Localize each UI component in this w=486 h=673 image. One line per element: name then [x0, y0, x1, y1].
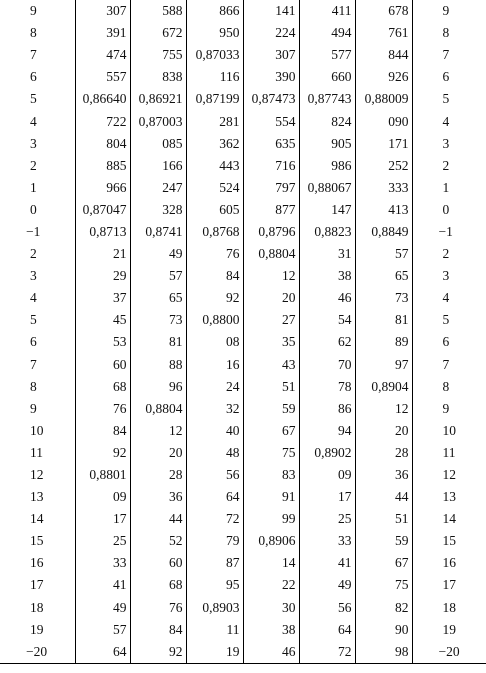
row-label-left: 3 — [0, 133, 75, 155]
row-label-right: −20 — [412, 641, 486, 664]
table-cell: 76 — [186, 243, 243, 265]
table-cell: 56 — [299, 597, 355, 619]
table-cell: 171 — [355, 133, 412, 155]
row-label-left: 2 — [0, 243, 75, 265]
table-cell: 65 — [355, 265, 412, 287]
row-label-right: 6 — [412, 331, 486, 353]
table-cell: 38 — [243, 619, 299, 641]
table-cell: 73 — [130, 309, 186, 331]
table-cell: 22 — [243, 574, 299, 596]
table-cell: 11 — [186, 619, 243, 641]
table-cell: 0,8796 — [243, 221, 299, 243]
table-row — [0, 22, 486, 44]
table-cell: 12 — [243, 265, 299, 287]
row-label-left: 9 — [0, 0, 75, 22]
table-cell: 46 — [299, 287, 355, 309]
table-row — [0, 110, 486, 132]
table-cell: 905 — [299, 133, 355, 155]
table-cell: 79 — [186, 530, 243, 552]
row-label-left: 0 — [0, 199, 75, 221]
table-row — [0, 420, 486, 442]
table-row — [0, 331, 486, 353]
table-cell: 53 — [75, 331, 130, 353]
table-cell: 49 — [299, 574, 355, 596]
row-label-right: 1 — [412, 177, 486, 199]
row-label-right: 2 — [412, 243, 486, 265]
table-cell: 51 — [243, 376, 299, 398]
table-cell: 0,8768 — [186, 221, 243, 243]
table-cell: 966 — [75, 177, 130, 199]
table-cell: 20 — [130, 442, 186, 464]
table-cell: 64 — [75, 641, 130, 664]
table-cell: 44 — [130, 508, 186, 530]
table-cell: 87 — [186, 552, 243, 574]
table-cell: 68 — [130, 574, 186, 596]
table-cell: 14 — [243, 552, 299, 574]
table-cell: 89 — [355, 331, 412, 353]
table-cell: 281 — [186, 110, 243, 132]
row-label-right: 13 — [412, 486, 486, 508]
table-cell: 605 — [186, 199, 243, 221]
table-cell: 38 — [299, 265, 355, 287]
table-cell: 25 — [75, 530, 130, 552]
table-cell: 16 — [186, 354, 243, 376]
table-cell: 090 — [355, 110, 412, 132]
row-label-right: 14 — [412, 508, 486, 530]
table-cell: 83 — [243, 464, 299, 486]
table-cell: 678 — [355, 0, 412, 22]
table-cell: 72 — [299, 641, 355, 664]
table-row — [0, 44, 486, 66]
row-label-left: 18 — [0, 597, 75, 619]
table-cell: 0,8713 — [75, 221, 130, 243]
table-row — [0, 199, 486, 221]
table-cell: 085 — [130, 133, 186, 155]
table-cell: 0,88067 — [299, 177, 355, 199]
table-cell: 147 — [299, 199, 355, 221]
row-label-left: 9 — [0, 398, 75, 420]
table-cell: 838 — [130, 66, 186, 88]
row-label-right: 2 — [412, 155, 486, 177]
table-cell: 877 — [243, 199, 299, 221]
row-label-right: 8 — [412, 22, 486, 44]
table-row — [0, 464, 486, 486]
table-cell: 86 — [299, 398, 355, 420]
table-cell: 98 — [355, 641, 412, 664]
row-label-left: 4 — [0, 287, 75, 309]
table-cell: 60 — [130, 552, 186, 574]
table-row — [0, 309, 486, 331]
table-row — [0, 398, 486, 420]
table-cell: 577 — [299, 44, 355, 66]
table-cell: 722 — [75, 110, 130, 132]
table-cell: 494 — [299, 22, 355, 44]
table-cell: 36 — [130, 486, 186, 508]
table-cell: 08 — [186, 331, 243, 353]
table-cell: 17 — [75, 508, 130, 530]
table-cell: 797 — [243, 177, 299, 199]
row-label-left: 7 — [0, 44, 75, 66]
table-cell: 474 — [75, 44, 130, 66]
table-cell: 0,8741 — [130, 221, 186, 243]
table-cell: 0,87473 — [243, 88, 299, 110]
row-label-right: −1 — [412, 221, 486, 243]
table-cell: 31 — [299, 243, 355, 265]
table-cell: 97 — [355, 354, 412, 376]
table-cell: 0,8903 — [186, 597, 243, 619]
table-cell: 660 — [299, 66, 355, 88]
row-label-left: 7 — [0, 354, 75, 376]
row-label-right: 11 — [412, 442, 486, 464]
table-cell: 78 — [299, 376, 355, 398]
table-cell: 885 — [75, 155, 130, 177]
table-cell: 413 — [355, 199, 412, 221]
table-cell: 91 — [243, 486, 299, 508]
table-cell: 761 — [355, 22, 412, 44]
table-row — [0, 287, 486, 309]
table-cell: 391 — [75, 22, 130, 44]
row-label-right: 6 — [412, 66, 486, 88]
table-cell: 333 — [355, 177, 412, 199]
row-label-left: 6 — [0, 331, 75, 353]
table-cell: 557 — [75, 66, 130, 88]
table-cell: 57 — [75, 619, 130, 641]
row-label-right: 5 — [412, 88, 486, 110]
table-cell: 390 — [243, 66, 299, 88]
table-row — [0, 177, 486, 199]
table-row — [0, 552, 486, 574]
table-cell: 0,87033 — [186, 44, 243, 66]
table-cell: 35 — [243, 331, 299, 353]
table-cell: 44 — [355, 486, 412, 508]
table-cell: 0,8823 — [299, 221, 355, 243]
table-cell: 75 — [355, 574, 412, 596]
table-cell: 92 — [186, 287, 243, 309]
row-label-left: 16 — [0, 552, 75, 574]
row-label-left: 15 — [0, 530, 75, 552]
table-cell: 0,8902 — [299, 442, 355, 464]
table-cell: 67 — [243, 420, 299, 442]
table-cell: 36 — [355, 464, 412, 486]
table-cell: 92 — [130, 641, 186, 664]
table-cell: 92 — [75, 442, 130, 464]
table-cell: 0,86921 — [130, 88, 186, 110]
table-cell: 73 — [355, 287, 412, 309]
table-row — [0, 442, 486, 464]
table-row — [0, 508, 486, 530]
table-cell: 33 — [75, 552, 130, 574]
table-row — [0, 265, 486, 287]
row-label-left: −20 — [0, 641, 75, 664]
table-cell: 49 — [75, 597, 130, 619]
table-cell: 62 — [299, 331, 355, 353]
table-cell: 51 — [355, 508, 412, 530]
row-label-right: 7 — [412, 44, 486, 66]
table-cell: 141 — [243, 0, 299, 22]
table-cell: 0,87743 — [299, 88, 355, 110]
table-cell: 443 — [186, 155, 243, 177]
table-cell: 12 — [355, 398, 412, 420]
table-cell: 19 — [186, 641, 243, 664]
table-cell: 0,8906 — [243, 530, 299, 552]
row-label-left: 2 — [0, 155, 75, 177]
table-cell: 29 — [75, 265, 130, 287]
table-cell: 0,87003 — [130, 110, 186, 132]
table-cell: 45 — [75, 309, 130, 331]
table-cell: 844 — [355, 44, 412, 66]
table-row — [0, 597, 486, 619]
table-cell: 81 — [355, 309, 412, 331]
table-cell: 33 — [299, 530, 355, 552]
table-cell: 75 — [243, 442, 299, 464]
table-cell: 64 — [186, 486, 243, 508]
table-cell: 32 — [186, 398, 243, 420]
table-cell: 95 — [186, 574, 243, 596]
row-label-right: 17 — [412, 574, 486, 596]
table-cell: 68 — [75, 376, 130, 398]
table-cell: 252 — [355, 155, 412, 177]
row-label-right: 3 — [412, 265, 486, 287]
table-cell: 17 — [299, 486, 355, 508]
table-cell: 362 — [186, 133, 243, 155]
row-label-left: 8 — [0, 376, 75, 398]
row-label-left: 13 — [0, 486, 75, 508]
table-row — [0, 619, 486, 641]
row-label-left: 12 — [0, 464, 75, 486]
row-label-left: 10 — [0, 420, 75, 442]
table-cell: 43 — [243, 354, 299, 376]
row-label-right: 0 — [412, 199, 486, 221]
row-label-left: 17 — [0, 574, 75, 596]
table-cell: 59 — [243, 398, 299, 420]
table-cell: 41 — [75, 574, 130, 596]
table-row — [0, 641, 486, 664]
row-label-right: 3 — [412, 133, 486, 155]
table-cell: 328 — [130, 199, 186, 221]
table-cell: 0,88009 — [355, 88, 412, 110]
table-row — [0, 0, 486, 22]
row-label-left: 1 — [0, 177, 75, 199]
table-cell: 65 — [130, 287, 186, 309]
table-cell: 37 — [75, 287, 130, 309]
table-row — [0, 243, 486, 265]
table-cell: 57 — [130, 265, 186, 287]
table-row — [0, 155, 486, 177]
table-cell: 72 — [186, 508, 243, 530]
table-cell: 716 — [243, 155, 299, 177]
row-label-left: 5 — [0, 88, 75, 110]
table-cell: 20 — [355, 420, 412, 442]
table-cell: 57 — [355, 243, 412, 265]
table-cell: 40 — [186, 420, 243, 442]
row-label-right: 7 — [412, 354, 486, 376]
table-cell: 90 — [355, 619, 412, 641]
table-row — [0, 574, 486, 596]
table-cell: 25 — [299, 508, 355, 530]
table-cell: 926 — [355, 66, 412, 88]
row-label-left: 11 — [0, 442, 75, 464]
table-cell: 99 — [243, 508, 299, 530]
table-cell: 70 — [299, 354, 355, 376]
table-cell: 09 — [75, 486, 130, 508]
table-cell: 0,8849 — [355, 221, 412, 243]
table-cell: 635 — [243, 133, 299, 155]
table-cell: 866 — [186, 0, 243, 22]
table-cell: 0,87199 — [186, 88, 243, 110]
table-cell: 411 — [299, 0, 355, 22]
table-cell: 116 — [186, 66, 243, 88]
table-cell: 67 — [355, 552, 412, 574]
row-label-left: 6 — [0, 66, 75, 88]
table-cell: 96 — [130, 376, 186, 398]
table-cell: 247 — [130, 177, 186, 199]
row-label-right: 12 — [412, 464, 486, 486]
table-cell: 307 — [243, 44, 299, 66]
row-label-right: 15 — [412, 530, 486, 552]
table-cell: 54 — [299, 309, 355, 331]
row-label-right: 9 — [412, 0, 486, 22]
table-cell: 554 — [243, 110, 299, 132]
table-cell: 804 — [75, 133, 130, 155]
table-row — [0, 88, 486, 110]
table-cell: 0,86640 — [75, 88, 130, 110]
row-label-left: −1 — [0, 221, 75, 243]
table-cell: 64 — [299, 619, 355, 641]
table-row — [0, 354, 486, 376]
table-cell: 24 — [186, 376, 243, 398]
table-row — [0, 376, 486, 398]
row-label-right: 5 — [412, 309, 486, 331]
table-cell: 986 — [299, 155, 355, 177]
table-cell: 84 — [75, 420, 130, 442]
table-cell: 672 — [130, 22, 186, 44]
table-row — [0, 133, 486, 155]
table-row — [0, 221, 486, 243]
table-row — [0, 66, 486, 88]
table-cell: 84 — [186, 265, 243, 287]
table-cell: 88 — [130, 354, 186, 376]
table-cell: 46 — [243, 641, 299, 664]
table-cell: 28 — [355, 442, 412, 464]
table-row — [0, 530, 486, 552]
table-cell: 76 — [130, 597, 186, 619]
table-cell: 49 — [130, 243, 186, 265]
row-label-right: 19 — [412, 619, 486, 641]
table-cell: 0,8800 — [186, 309, 243, 331]
table-cell: 27 — [243, 309, 299, 331]
table-cell: 12 — [130, 420, 186, 442]
table-cell: 60 — [75, 354, 130, 376]
table-row — [0, 486, 486, 508]
row-label-left: 8 — [0, 22, 75, 44]
row-label-right: 9 — [412, 398, 486, 420]
table-cell: 588 — [130, 0, 186, 22]
table-cell: 52 — [130, 530, 186, 552]
table-cell: 94 — [299, 420, 355, 442]
table-cell: 755 — [130, 44, 186, 66]
table-cell: 48 — [186, 442, 243, 464]
table-cell: 56 — [186, 464, 243, 486]
table-cell: 824 — [299, 110, 355, 132]
table-cell: 21 — [75, 243, 130, 265]
table-cell: 524 — [186, 177, 243, 199]
table-cell: 307 — [75, 0, 130, 22]
table-cell: 09 — [299, 464, 355, 486]
table-cell: 0,8801 — [75, 464, 130, 486]
table-cell: 224 — [243, 22, 299, 44]
row-label-left: 4 — [0, 110, 75, 132]
table-cell: 0,87047 — [75, 199, 130, 221]
row-label-left: 19 — [0, 619, 75, 641]
table-cell: 28 — [130, 464, 186, 486]
row-label-right: 18 — [412, 597, 486, 619]
table-cell: 0,8804 — [130, 398, 186, 420]
row-label-right: 10 — [412, 420, 486, 442]
table-cell: 41 — [299, 552, 355, 574]
row-label-right: 4 — [412, 287, 486, 309]
table-cell: 59 — [355, 530, 412, 552]
row-label-right: 4 — [412, 110, 486, 132]
table-cell: 76 — [75, 398, 130, 420]
table-cell: 166 — [130, 155, 186, 177]
table-cell: 30 — [243, 597, 299, 619]
row-label-left: 14 — [0, 508, 75, 530]
row-label-right: 8 — [412, 376, 486, 398]
row-label-left: 3 — [0, 265, 75, 287]
table-cell: 0,8904 — [355, 376, 412, 398]
table-cell: 82 — [355, 597, 412, 619]
table-cell: 84 — [130, 619, 186, 641]
row-label-right: 16 — [412, 552, 486, 574]
table-cell: 950 — [186, 22, 243, 44]
row-label-left: 5 — [0, 309, 75, 331]
table-cell: 81 — [130, 331, 186, 353]
table-cell: 20 — [243, 287, 299, 309]
table-cell: 0,8804 — [243, 243, 299, 265]
